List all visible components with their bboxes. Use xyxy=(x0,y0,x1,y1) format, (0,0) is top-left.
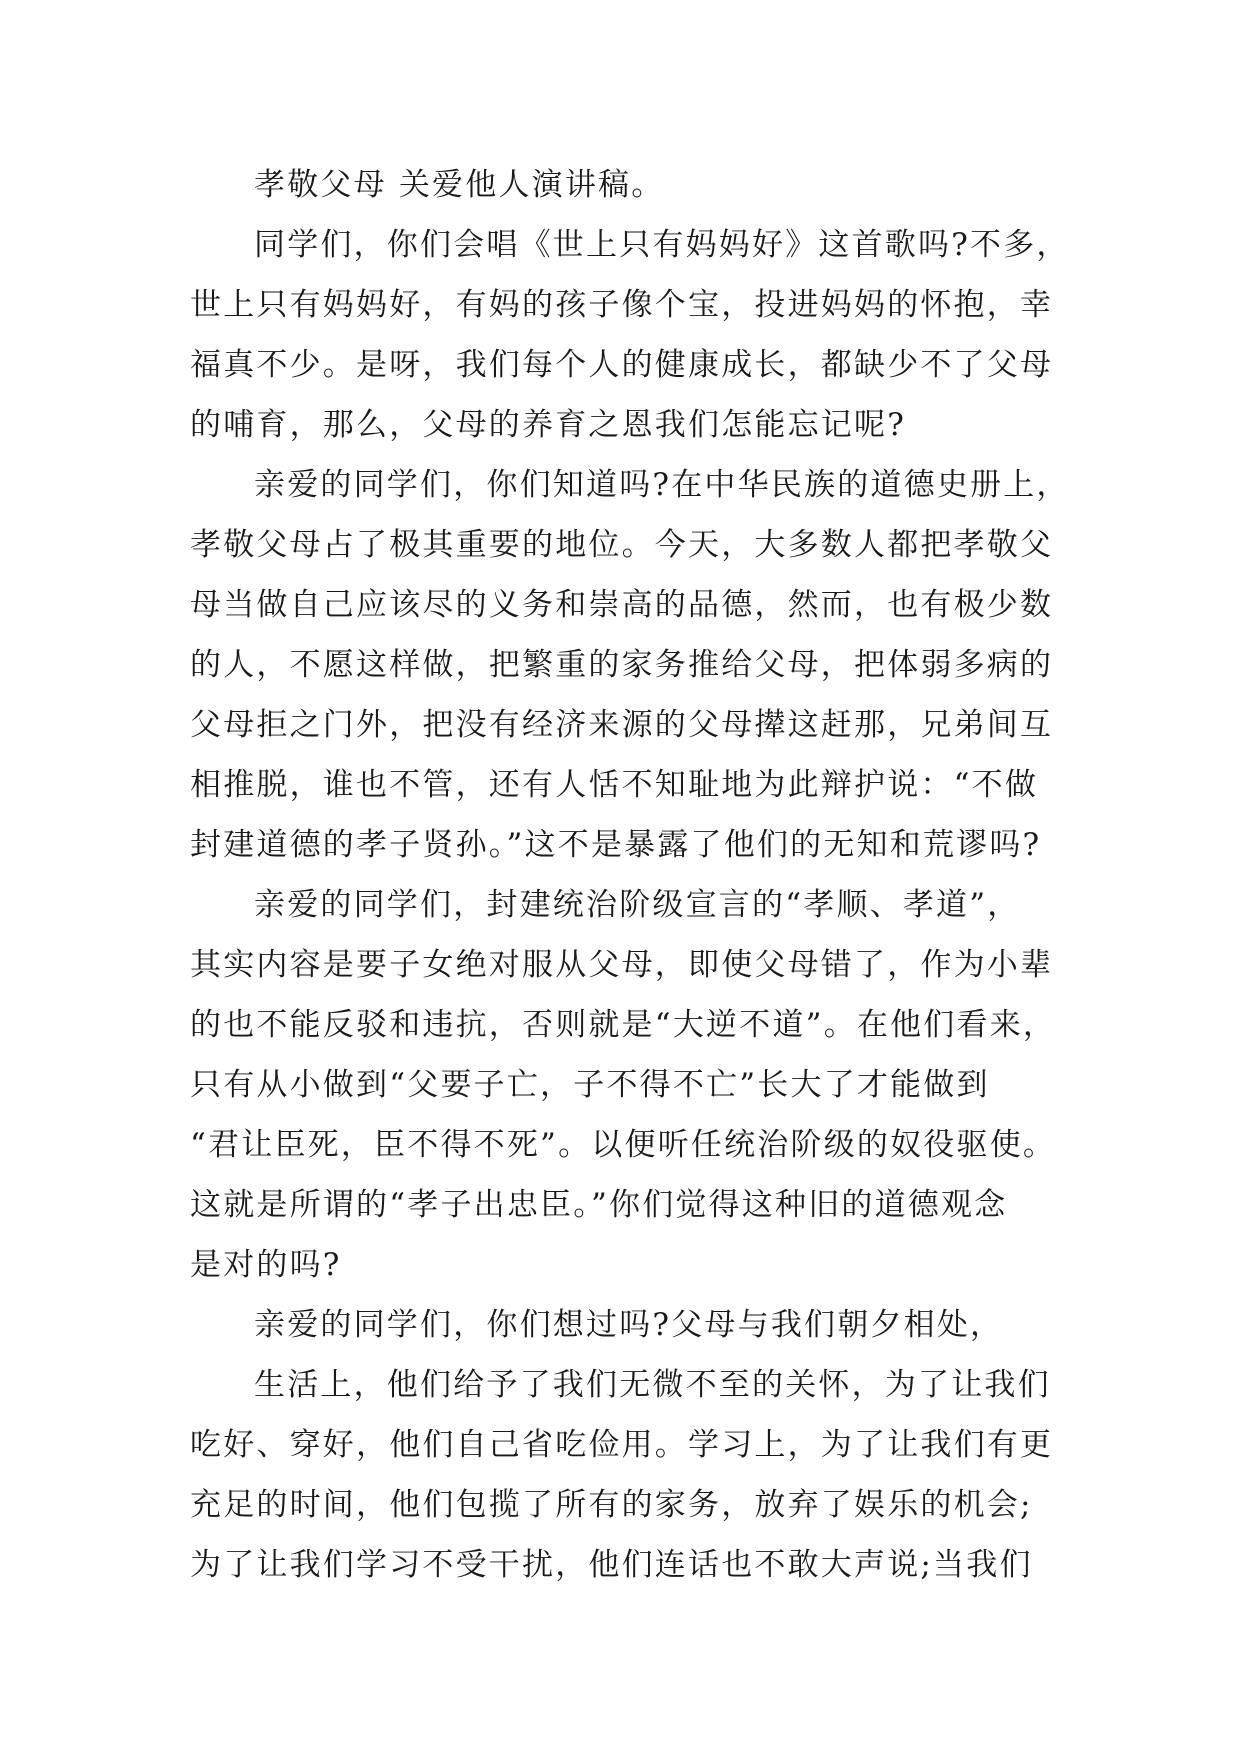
paragraph-5-line-3: 充足的时间，他们包揽了所有的家务，放弃了娱乐的机会; xyxy=(190,1487,1033,1523)
paragraph-5-line-2: 吃好、穿好，他们自己省吃俭用。学习上，为了让我们有更 xyxy=(190,1427,1054,1463)
paragraph-2-line-1: 亲爱的同学们，你们知道吗?在中华民族的道德史册上， xyxy=(254,467,1070,503)
document-body xyxy=(190,155,1070,1595)
paragraph-4-line-1: 亲爱的同学们，你们想过吗?父母与我们朝夕相处， xyxy=(254,1307,1004,1343)
paragraph-2-line-4: 的人，不愿这样做，把繁重的家务推给父母，把体弱多病的 xyxy=(190,647,1054,683)
paragraph-2-line-2: 孝敬父母占了极其重要的地位。今天，大多数人都把孝敬父 xyxy=(190,527,1054,563)
paragraph-3-line-7: 是对的吗? xyxy=(190,1247,342,1283)
paragraph-3-line-4: 只有从小做到“父要子亡，子不得不亡”长大了才能做到 xyxy=(190,1067,990,1103)
paragraph-5-line-4: 为了让我们学习不受干扰，他们连话也不敢大声说;当我们 xyxy=(190,1547,1033,1583)
paragraph-1-line-2: 世上只有妈妈好，有妈的孩子像个宝，投进妈妈的怀抱，幸 xyxy=(190,287,1054,323)
paragraph-1-line-1: 同学们，你们会唱《世上只有妈妈好》这首歌吗?不多， xyxy=(254,227,1070,263)
paragraph-1-line-4: 的哺育，那么，父母的养育之恩我们怎能忘记呢? xyxy=(190,407,907,443)
paragraph-2-line-5: 父母拒之门外，把没有经济来源的父母撵这赶那，兄弟间互 xyxy=(190,707,1054,743)
paragraph-1-line-3: 福真不少。是呀，我们每个人的健康成长，都缺少不了父母 xyxy=(190,347,1054,383)
paragraph-3-line-6: 这就是所谓的“孝子出忠臣。”你们觉得这种旧的道德观念 xyxy=(190,1187,1008,1223)
paragraph-3-line-2: 其实内容是要子女绝对服从父母，即使父母错了，作为小辈 xyxy=(190,947,1054,983)
document-title: 孝敬父母 关爱他人演讲稿。 xyxy=(254,167,665,203)
paragraph-3-line-1: 亲爱的同学们，封建统治阶级宣言的“孝顺、孝道”， xyxy=(254,887,1021,923)
paragraph-5-line-1: 生活上，他们给予了我们无微不至的关怀，为了让我们 xyxy=(254,1367,1051,1403)
paragraph-3-line-3: 的也不能反驳和违抗，否则就是“大逆不道”。在他们看来， xyxy=(190,1007,1057,1043)
paragraph-2-line-3: 母当做自己应该尽的义务和崇高的品德，然而，也有极少数 xyxy=(190,587,1054,623)
paragraph-3-line-5: “君让臣死，臣不得不死”。以便听任统治阶级的奴役驱使。 xyxy=(190,1127,1057,1163)
paragraph-2-line-6: 相推脱，谁也不管，还有人恬不知耻地为此辩护说：“不做 xyxy=(190,767,1039,803)
paragraph-2-line-7: 封建道德的孝子贤孙。”这不是暴露了他们的无知和荒谬吗? xyxy=(190,827,1042,863)
